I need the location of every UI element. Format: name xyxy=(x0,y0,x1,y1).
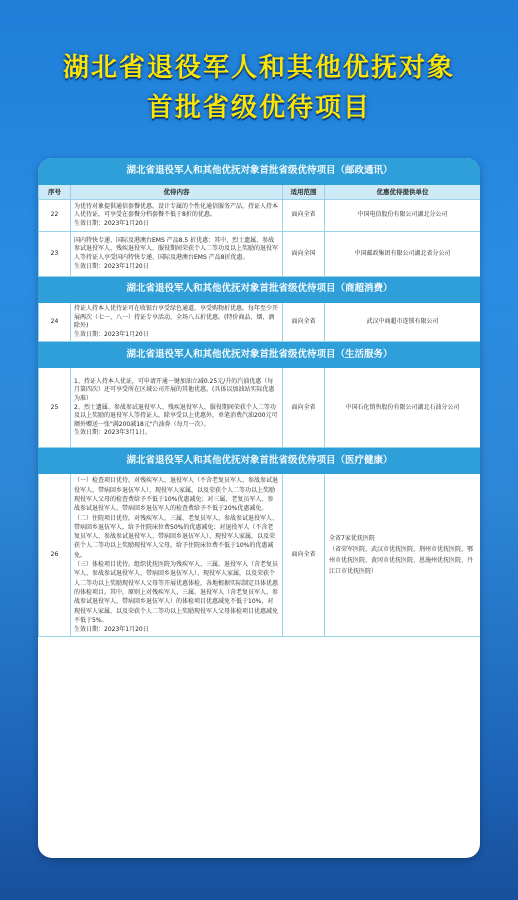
row-num: 26 xyxy=(39,474,71,637)
row-date: 生效日期：2023年1月20日 xyxy=(74,330,149,338)
row-scope: 面向全国 xyxy=(283,232,325,277)
header-num: 序号 xyxy=(39,185,71,200)
row-content-text: 1、持证人持本人优证，可申请开通一键加油立减0.25元/升的汽油优惠（每月第四次）还可享受所在区域公司开展的其他优惠。(具体以加油站实际优惠为准） 2、烈士遗属、参战参试退役军人、残疾退役军人、服役期间荣获个人二等功及以上奖励的退役军人等持证人，除享受以上优惠外，单笔消费汽油200元可额外赠送一张"满200减18元"汽油券（每月一次）。 xyxy=(74,377,278,428)
section-title: 湖北省退役军人和其他优抚对象首批省级优待项目（医疗健康） xyxy=(39,448,481,474)
poster-title xyxy=(0,48,518,128)
row-scope: 面向全省 xyxy=(283,368,325,448)
row-date: 生效日期：2023年1月20日 xyxy=(74,262,149,270)
row-content-text: （一）检查项目优待。对残疾军人、退役军人（不含老复员军人、参战参试退役军人、带病回乡退伍军人）、现役军人家属，以及荣获个人二等功以上奖励现役军人父母的检查费给予不低于10%优惠减免；对三属、老复员军人、参战参试退役军人、带病回乡退伍军人的检查费给予不低于20%优惠减免。 （二）住院项目优待。对残疾军人、三属、老复员军人、参战参试退役军人、带病回乡退伍军人，给予住院床位费50%的优惠减免；对退役军人（不含老复员军人、参战参试退役军人、带病回乡退伍军人）、现役军人家属，以及荣获个人二等功以上奖励现役军人父母，给予住院床位费不低于10%的优惠减免。 （三）体检项目优待。组织优抚医院为残疾军人、三属、退役军人（含老复员军人、参战参试退役军人、带病回乡退伍军人）、现役军人家属，以及荣获个人二等功以上奖励现役军人父母等开展优惠体检，各地根据实际制定具体优惠的体检项目。其中，原则上对残疾军人、三属、退役军人（含老复员军人、参战参试退役军人、带病回乡退伍军人）的体检项目优惠减免不低于10%，对现役军人家属、以及荣获个人二等功以上奖励现役军人父母体检项目优惠减免不低于5%。 xyxy=(74,477,279,624)
row-content xyxy=(71,200,283,232)
header-scope: 适用范围 xyxy=(283,185,325,200)
benefits-table-card xyxy=(38,158,480,858)
table-header-row xyxy=(39,185,481,200)
row-date: 生效日期：2023年1月20日 xyxy=(74,219,149,227)
row-scope: 面向全省 xyxy=(283,200,325,232)
section-banner-services xyxy=(39,342,481,368)
row-date: 生效日期：2023年1月20日 xyxy=(74,626,149,634)
row-num: 25 xyxy=(39,368,71,448)
table-row xyxy=(39,200,481,232)
section-banner-postal xyxy=(39,159,481,185)
header-content: 优待内容 xyxy=(71,185,283,200)
row-date: 生效日期：2023年3月1日。 xyxy=(74,429,151,437)
table-row xyxy=(39,303,481,342)
section-banner-retail xyxy=(39,277,481,303)
section-banner-healthcare xyxy=(39,448,481,474)
table-row xyxy=(39,474,481,637)
row-num: 22 xyxy=(39,200,71,232)
row-content-text: 为优待对象提供通信套餐优惠。设计专属的个性化通信服务产品，持证人持本人优待证，可享受在套餐分档套餐不低于8折的优惠。 xyxy=(74,202,279,219)
row-content-text: 国内特快专递、国际及港澳台EMS 产品8.5 折优惠：其中，烈士遗属、参战 参试退役军人、残疾退役军人、服役期间荣获个人二等功及以上奖励的退役军人等持证人享受国内特快专递、国际及港澳台EMS 产品8折优惠。 xyxy=(74,236,279,261)
row-provider: 武汉中商超市连锁有限公司 xyxy=(325,303,481,342)
row-num: 24 xyxy=(39,303,71,342)
row-content xyxy=(71,368,283,448)
row-scope: 面向全省 xyxy=(283,474,325,637)
row-content xyxy=(71,232,283,277)
row-provider: 全省7家优抚医院 （省荣军医院、武汉市优抚医院、荆州市优抚医院、鄂州市优抚医院、黄冈市优抚医院、恩施州优抚医院、丹江口市优抚医院） xyxy=(325,474,481,637)
row-provider: 中国邮政集团有限公司湖北省分公司 xyxy=(325,232,481,277)
section-title: 湖北省退役军人和其他优抚对象首批省级优待项目（邮政通讯） xyxy=(39,159,481,185)
row-provider: 中国电信股份有限公司湖北分公司 xyxy=(325,200,481,232)
table-row xyxy=(39,232,481,277)
row-content xyxy=(71,303,283,342)
poster-title-line2: 首批省级优待项目 xyxy=(146,93,371,123)
row-content xyxy=(71,474,283,637)
section-title: 湖北省退役军人和其他优抚对象首批省级优待项目（生活服务） xyxy=(39,342,481,368)
row-provider: 中国石化销售股份有限公司湖北石油分公司 xyxy=(325,368,481,448)
table-row xyxy=(39,368,481,448)
row-content-text: 持证人持本人优待证可在收银台享受绿色通道，享受购物折优惠。每年至少开展两次（七一、八一）持证专享活动，全场八五折优惠。(特价商品、烟、酒除外) xyxy=(74,305,279,330)
row-num: 23 xyxy=(39,232,71,277)
benefits-table xyxy=(38,158,480,637)
row-scope: 面向全省 xyxy=(283,303,325,342)
header-provider: 优惠优待提供单位 xyxy=(325,185,481,200)
poster-title-line1: 湖北省退役军人和其他优抚对象 xyxy=(62,53,455,83)
section-title: 湖北省退役军人和其他优抚对象首批省级优待项目（商超消费） xyxy=(39,277,481,303)
